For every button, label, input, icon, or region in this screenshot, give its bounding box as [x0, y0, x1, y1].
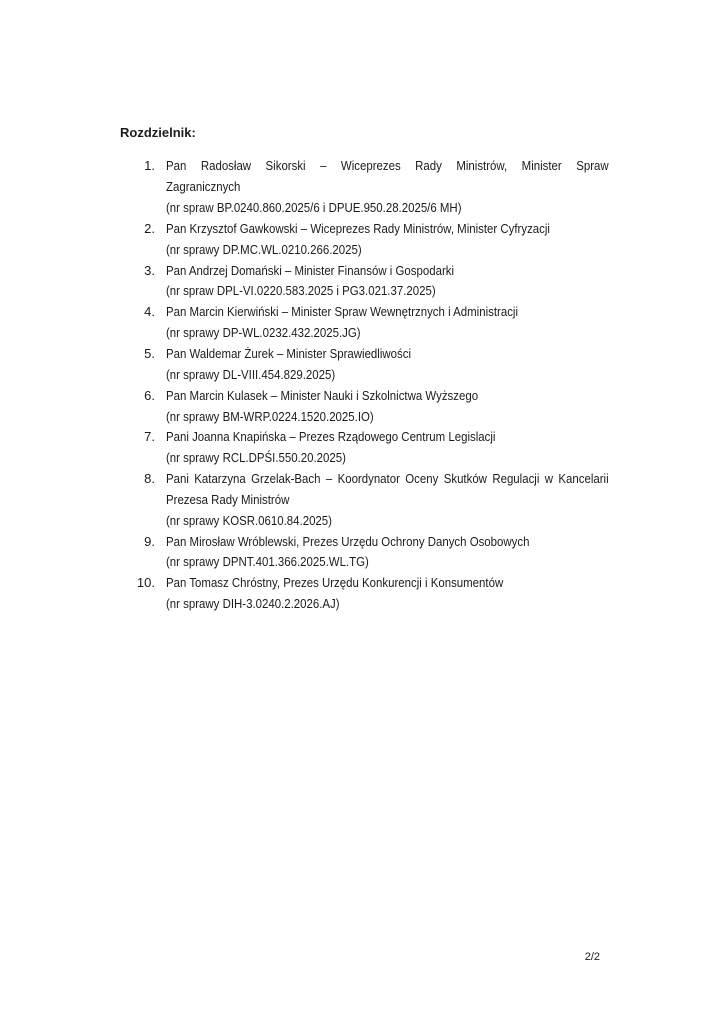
recipient-name-line: Pan Marcin Kulasek – Minister Nauki i Szkolnictwa Wyższego: [166, 387, 479, 403]
recipient-name-line: Pani Katarzyna Grzelak-Bach – Koordynator Oceny Skutków Regulacji w Kancelarii: [166, 471, 609, 487]
section-heading: Rozdzielnik:: [120, 125, 196, 140]
item-number: 4.: [144, 304, 155, 320]
recipient-name: [166, 261, 609, 282]
item-number: 10.: [136, 575, 155, 591]
list-item: [120, 344, 610, 386]
item-number: 2.: [144, 220, 155, 236]
item-body: [166, 261, 609, 303]
case-number-line: (nr sprawy RCL.DPŚI.550.20.2025): [166, 450, 346, 466]
item-body: [166, 386, 609, 428]
list-item: [120, 261, 610, 303]
item-number: 6.: [144, 387, 155, 403]
item-number: 3.: [144, 262, 155, 278]
recipient-name-line: Pan Marcin Kierwiński – Minister Spraw Wewnętrznych i Administracji: [166, 304, 518, 320]
item-number: 1.: [144, 158, 155, 174]
list-item: [120, 302, 610, 344]
item-body: [166, 532, 609, 574]
recipient-name: [166, 302, 609, 323]
item-body: [166, 344, 609, 386]
item-number: 8.: [144, 471, 155, 487]
list-item: [120, 219, 610, 261]
recipient-name-line: Pan Tomasz Chróstny, Prezes Urzędu Konkurencji i Konsumentów: [166, 575, 504, 591]
distribution-list: [120, 156, 610, 615]
recipient-name-line: Zagranicznych: [166, 179, 241, 195]
list-item: [120, 469, 610, 532]
recipient-name-line: Pan Waldemar Żurek – Minister Sprawiedliwości: [166, 346, 411, 361]
item-body: [166, 219, 609, 261]
recipient-name-line: Pani Joanna Knapińska – Prezes Rządowego Centrum Legislacji: [166, 429, 496, 445]
recipient-name-line: Pan Radosław Sikorski – Wiceprezes Rady Ministrów, Minister Spraw: [166, 158, 609, 174]
recipient-name-line: Prezesa Rady Ministrów: [166, 491, 290, 507]
list-item: [120, 386, 610, 428]
case-number-line: (nr sprawy BM-WRP.0224.1520.2025.IO): [166, 408, 374, 424]
page-number: 2/2: [584, 951, 600, 963]
case-number-line: (nr sprawy DP-WL.0232.432.2025.JG): [166, 325, 361, 341]
item-number: 9.: [144, 533, 155, 549]
recipient-name: [166, 219, 609, 240]
recipient-name: [166, 344, 609, 365]
list-item: [120, 573, 610, 615]
item-body: [166, 427, 609, 469]
recipient-name: [166, 573, 609, 594]
item-body: [166, 302, 609, 344]
recipient-name-line: Pan Andrzej Domański – Minister Finansów i Gospodarki: [166, 262, 455, 278]
recipient-name: [166, 469, 609, 511]
case-number-line: (nr sprawy DIH-3.0240.2.2026.AJ): [166, 596, 340, 612]
item-number: 5.: [144, 346, 155, 361]
item-body: [166, 469, 609, 532]
document-content: [120, 123, 610, 615]
recipient-name: [166, 532, 609, 553]
case-number-line: (nr sprawy DP.MC.WL.0210.266.2025): [166, 241, 362, 257]
case-number-line: (nr sprawy DPNT.401.366.2025.WL.TG): [166, 554, 369, 570]
case-number-line: (nr spraw DPL-VI.0220.583.2025 i PG3.021.37.2025): [166, 283, 436, 299]
list-item: [120, 156, 610, 219]
list-item: [120, 427, 610, 469]
item-body: [166, 156, 609, 219]
list-item: [120, 532, 610, 574]
item-body: [166, 573, 609, 615]
recipient-name-line: Pan Krzysztof Gawkowski – Wiceprezes Rady Ministrów, Minister Cyfryzacji: [166, 220, 550, 236]
recipient-name: [166, 386, 609, 407]
recipient-name-line: Pan Mirosław Wróblewski, Prezes Urzędu Ochrony Danych Osobowych: [166, 533, 530, 549]
recipient-name: [166, 156, 609, 198]
case-number-line: (nr sprawy DL-VIII.454.829.2025): [166, 366, 336, 382]
case-number-line: (nr spraw BP.0240.860.2025/6 i DPUE.950.28.2025/6 MH): [166, 200, 462, 216]
item-number: 7.: [144, 429, 155, 445]
recipient-name: [166, 427, 609, 448]
case-number-line: (nr sprawy KOSR.0610.84.2025): [166, 512, 332, 528]
